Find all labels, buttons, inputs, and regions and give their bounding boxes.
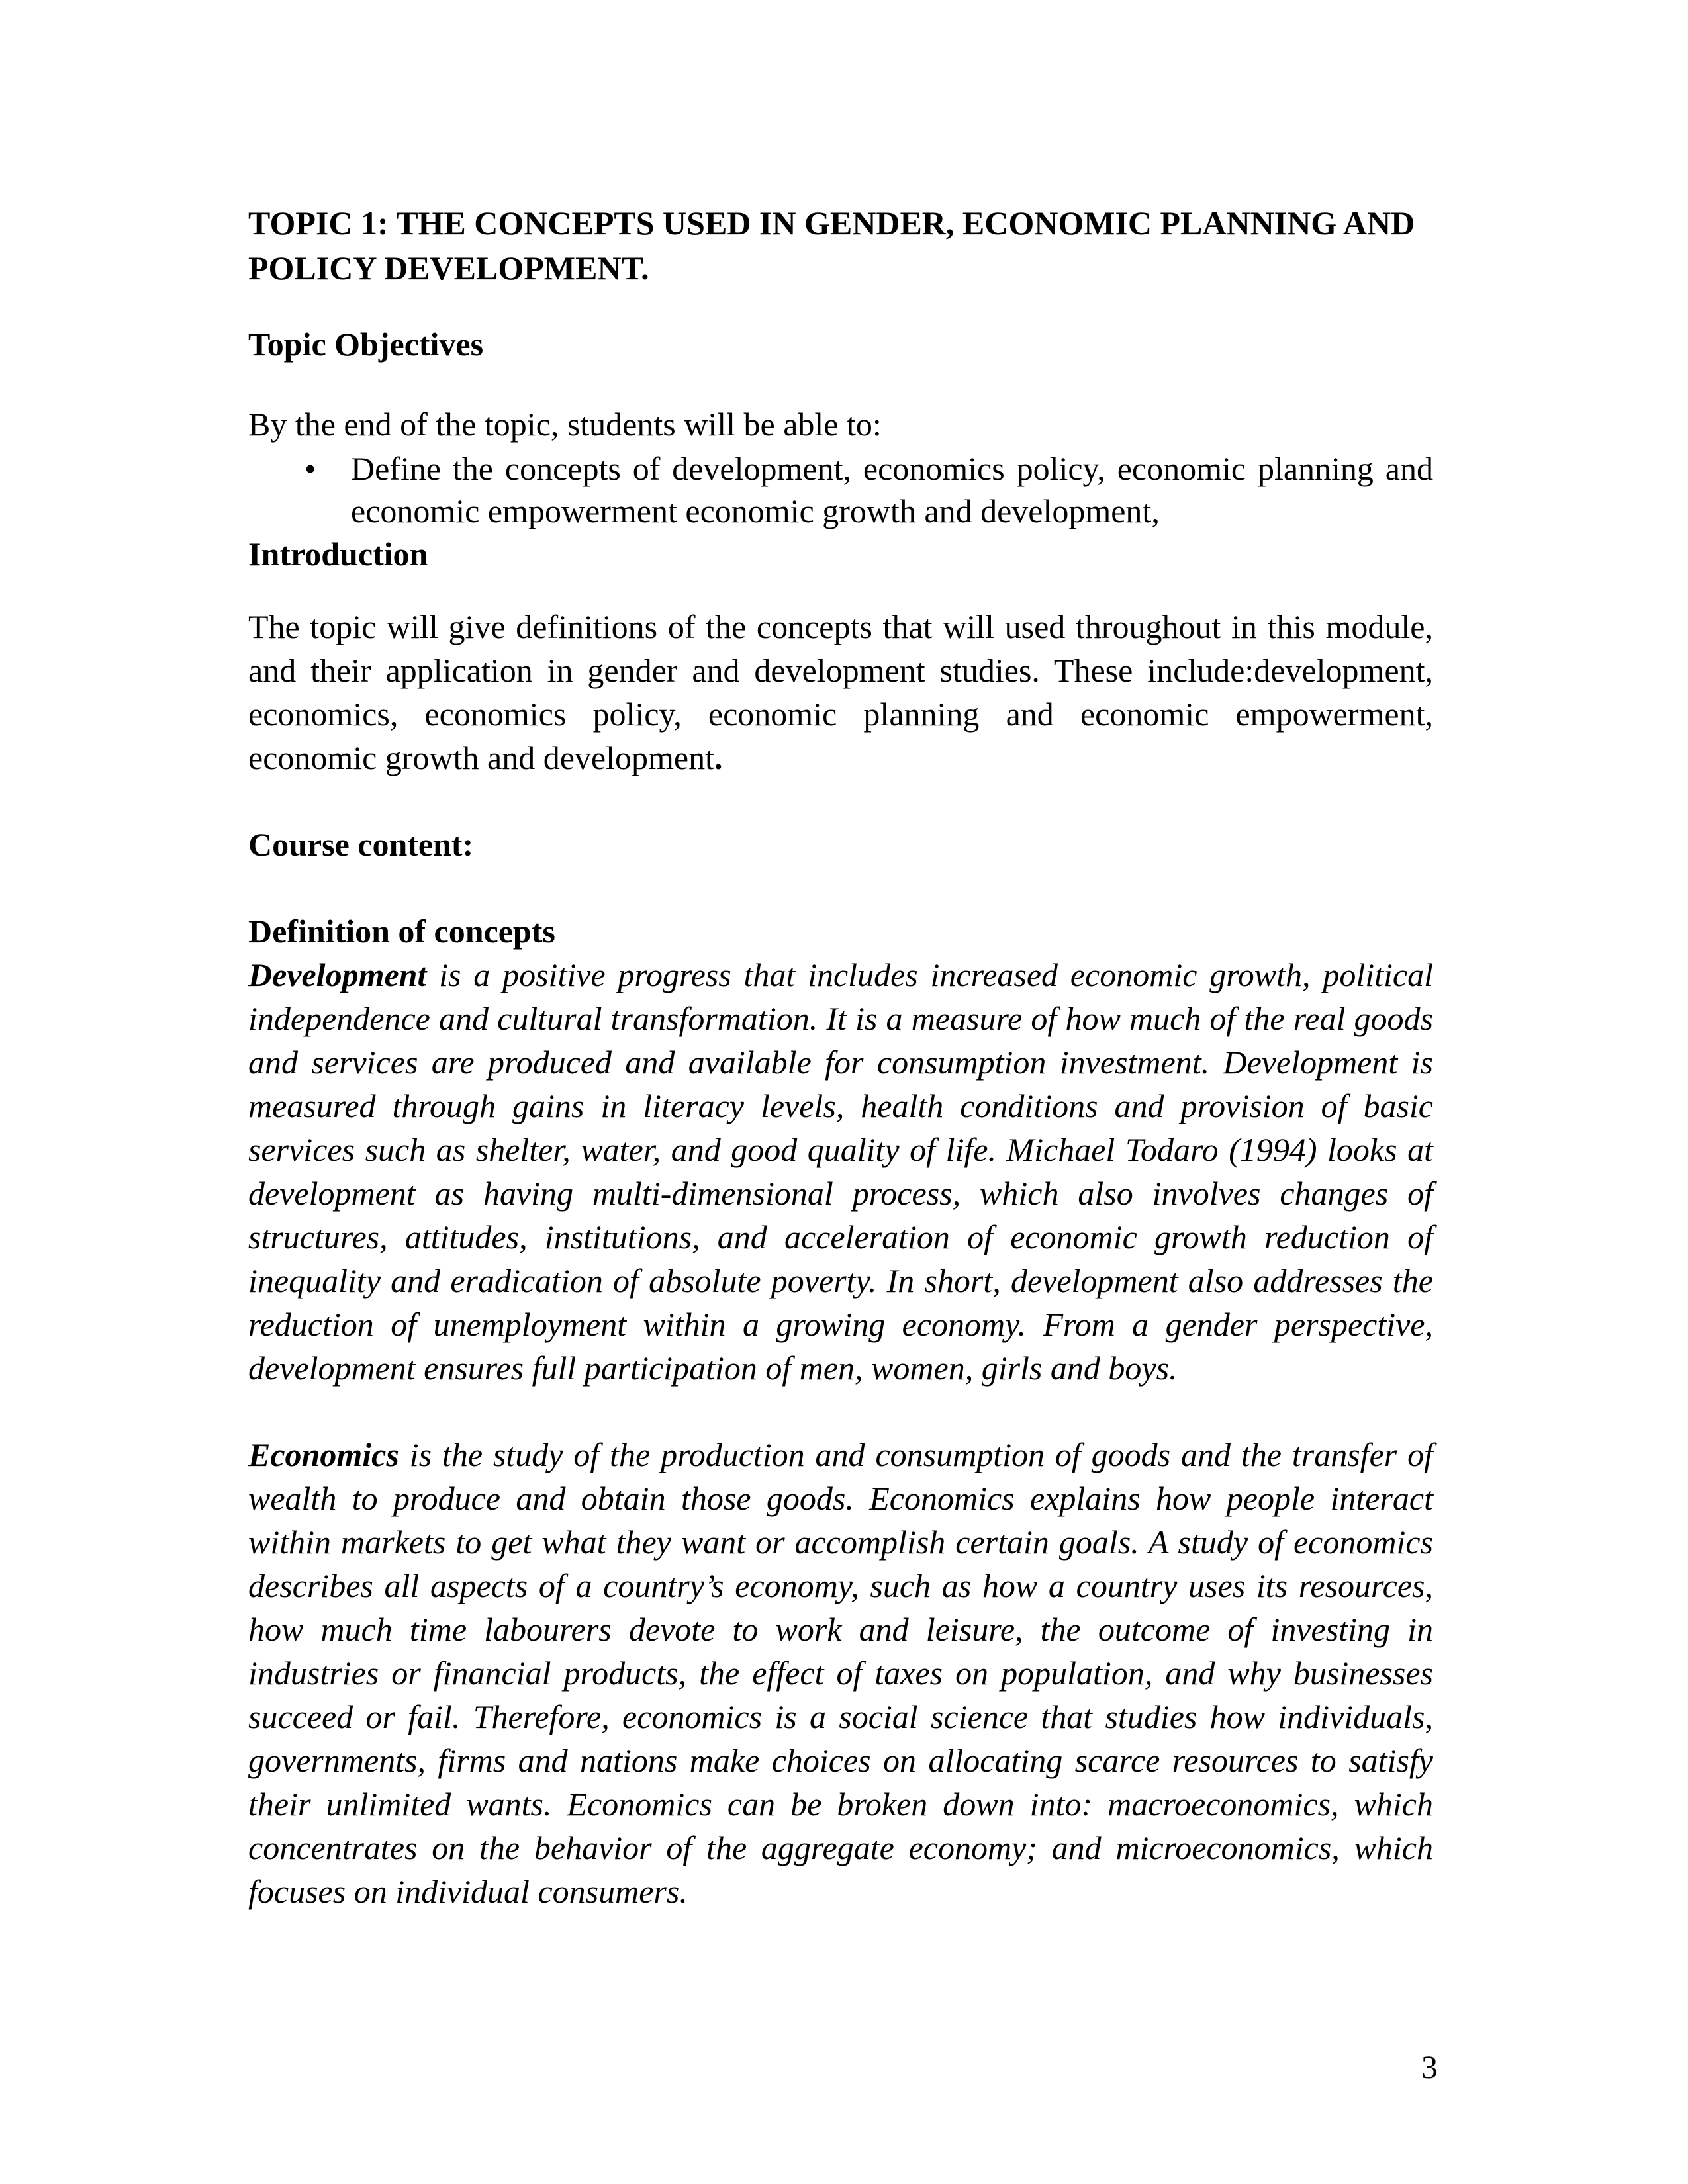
course-content-heading: Course content:	[248, 826, 474, 863]
introduction-bold-period: .	[714, 739, 723, 776]
document-title: TOPIC 1: THE CONCEPTS USED IN GENDER, ECONOMIC PLANNING AND POLICY DEVELOPMENT.	[248, 205, 1415, 287]
objectives-lead-in: By the end of the topic, students will be able to:	[248, 406, 882, 443]
economics-definition-text: is the study of the production and consumption of goods and the transfer of wealth to produce and obtain those goods. Economics explains how people interact within markets to get what they want or accomplish certain goals. A study of economics describes all aspects of a country’s economy, such as how a country uses its resources, how much time labourers devote to work and leisure, the outcome of investing in industries or financial products, the effect of taxes on population, and why businesses succeed or fail. Therefore, economics is a social science that studies how individuals, governments, firms and nations make choices on allocating scarce resources to satisfy their unlimited wants. Economics can be broken down into: macroeconomics, which concentrates on the behavior of the aggregate economy; and microeconomics, which focuses on individual consumers.	[248, 1436, 1433, 1910]
topic-objectives-heading: Topic Objectives	[248, 326, 484, 363]
development-definition-paragraph	[248, 953, 1433, 1390]
bullet-icon: •	[305, 450, 316, 487]
economics-definition-paragraph	[248, 1433, 1433, 1913]
definition-of-concepts-heading: Definition of concepts	[248, 913, 555, 950]
introduction-paragraph	[248, 605, 1433, 780]
page-content	[248, 201, 1433, 1913]
economics-term: Economics	[248, 1436, 399, 1473]
introduction-heading: Introduction	[248, 535, 428, 572]
page-number: 3	[1421, 2048, 1438, 2085]
list-item-text: Define the concepts of development, economics policy, economic planning and economic empowerment economic growth and development,	[351, 450, 1433, 529]
development-definition-text: is a positive progress that includes increased economic growth, political independence and cultural transformation. It is a measure of how much of the real goods and services are produced and available for consumption investment. Development is measured through gains in literacy levels, health conditions and provision of basic services such as shelter, water, and good quality of life. Michael Todaro (1994) looks at development as having multi-dimensional process, which also involves changes of structures, attitudes, institutions, and acceleration of economic growth reduction of inequality and eradication of absolute poverty. In short, development also addresses the reduction of unemployment within a growing economy. From a gender perspective, development ensures full participation of men, women, girls and boys.	[248, 956, 1433, 1387]
list-item	[248, 447, 1433, 532]
development-term: Development	[248, 956, 427, 993]
introduction-text: The topic will give definitions of the concepts that will used throughout in this module, and their application in gender and development studies. These include:development, economics, economics policy, economic planning and economic empowerment, economic growth and development	[248, 608, 1433, 776]
